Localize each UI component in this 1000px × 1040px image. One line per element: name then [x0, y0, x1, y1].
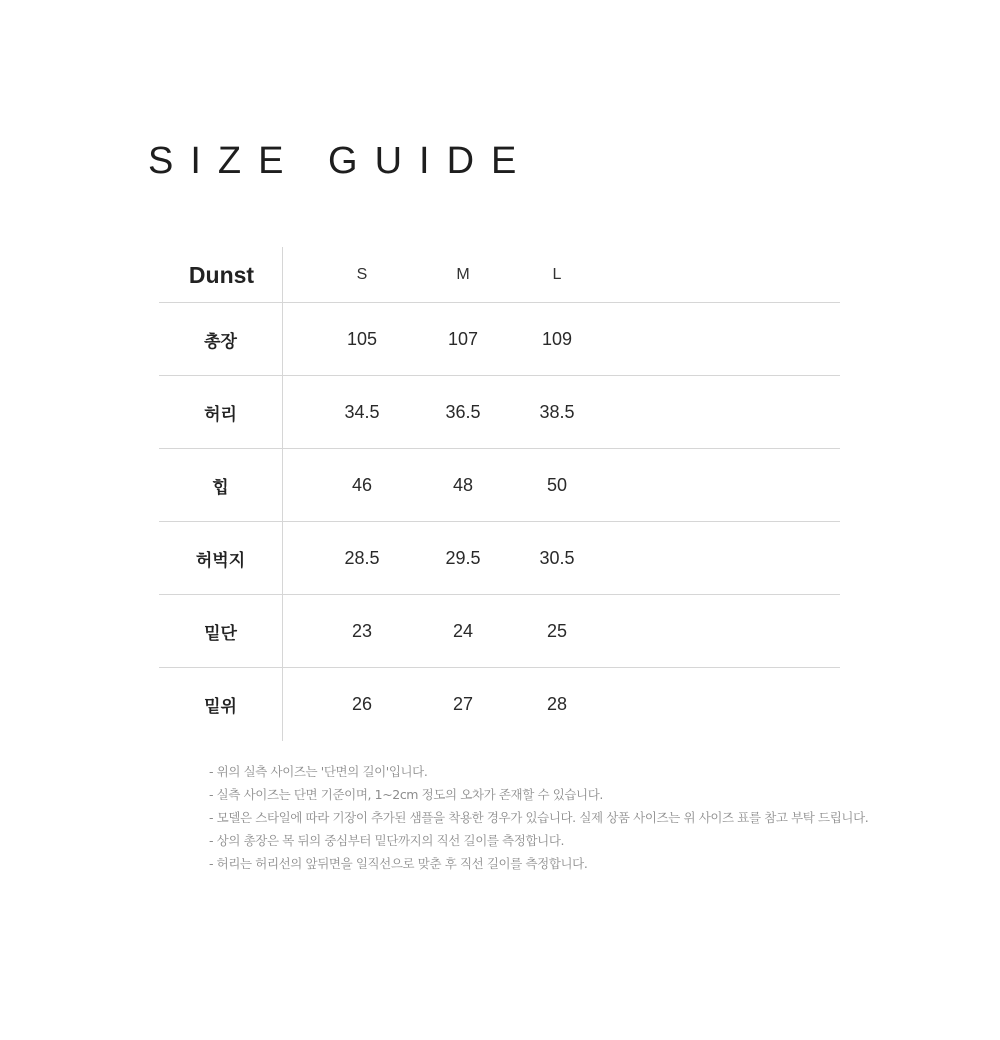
table-cell: 23	[351, 620, 373, 641]
table-cell: 38.5	[539, 401, 575, 422]
table-cell: 34.5	[344, 401, 380, 422]
page-title: SIZE GUIDE	[148, 140, 534, 182]
table-cell: 50	[546, 474, 568, 495]
note-line: - 상의 총장은 목 뒤의 중심부터 밑단까지의 직선 길이를 측정합니다.	[209, 833, 565, 848]
table-cell: 25	[546, 620, 568, 641]
table-row	[159, 448, 840, 521]
table-header-row	[159, 247, 840, 302]
table-row	[159, 667, 840, 741]
size-notes	[209, 760, 869, 875]
table-cell: 26	[351, 694, 373, 714]
brand-label: Dunst	[159, 247, 283, 302]
table-cell: 105	[346, 328, 378, 349]
size-table	[159, 247, 840, 741]
row-label: 허벅지	[159, 522, 283, 594]
table-cell: 30.5	[539, 547, 575, 568]
table-cell: 46	[351, 474, 373, 495]
table-cell: 27	[452, 694, 474, 714]
row-label: 힙	[159, 449, 283, 521]
table-cell: 109	[541, 328, 573, 349]
table-row	[159, 375, 840, 448]
note-line: - 실측 사이즈는 단면 기준이며, 1~2cm 정도의 오차가 존재할 수 있습니다.	[209, 787, 603, 802]
table-cell: 24	[452, 620, 474, 641]
row-label: 총장	[159, 303, 283, 375]
table-row	[159, 594, 840, 667]
table-cell: 48	[452, 474, 474, 495]
row-label: 밑위	[159, 668, 283, 741]
table-row	[159, 521, 840, 594]
table-row	[159, 302, 840, 375]
note-line: - 위의 실측 사이즈는 '단면의 길이'입니다.	[209, 764, 428, 779]
size-header-m: M	[456, 265, 470, 283]
note-line: - 허리는 허리선의 앞뒤면을 일직선으로 맞춘 후 직선 길이를 측정합니다.	[209, 856, 588, 871]
size-header-l: L	[552, 265, 562, 283]
row-label: 허리	[159, 376, 283, 448]
table-cell: 28	[546, 694, 568, 714]
size-header-s: S	[356, 265, 368, 283]
table-cell: 107	[447, 328, 479, 349]
table-cell: 36.5	[445, 401, 481, 422]
row-label: 밑단	[159, 595, 283, 667]
table-cell: 29.5	[445, 547, 481, 568]
note-line: - 모델은 스타일에 따라 기장이 추가된 샘플을 착용한 경우가 있습니다. 실제 상품 사이즈는 위 사이즈 표를 참고 부탁 드립니다.	[209, 810, 869, 825]
table-cell: 28.5	[344, 547, 380, 568]
